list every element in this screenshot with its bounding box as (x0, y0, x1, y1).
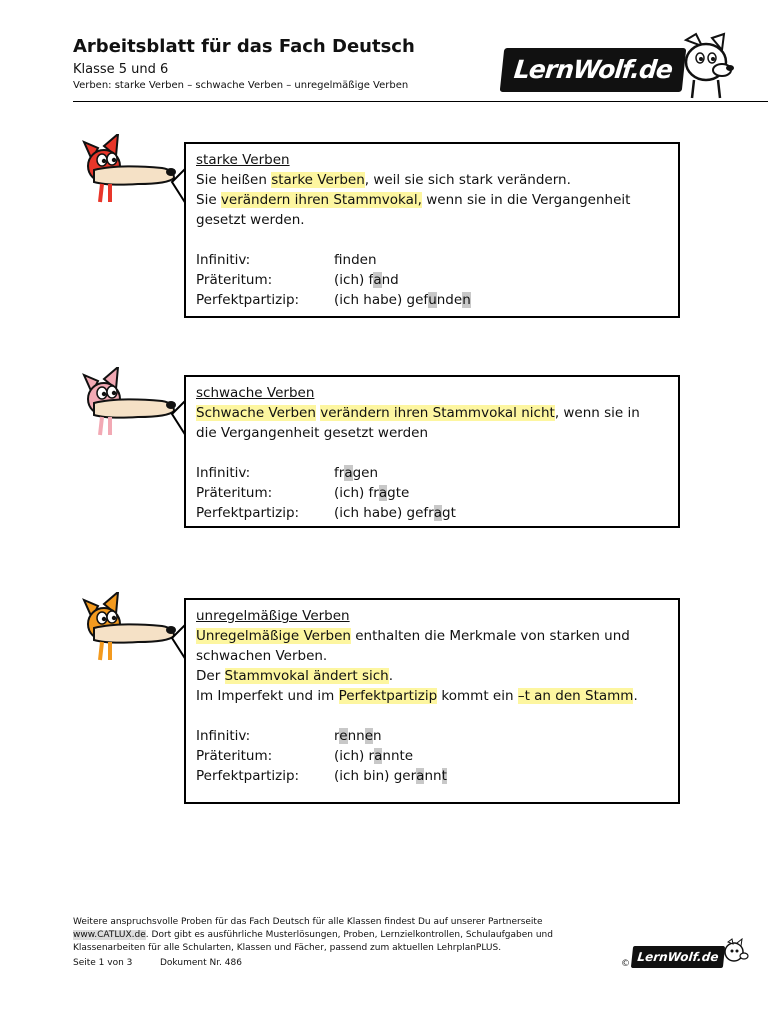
explanation-line: gesetzt werden. (196, 212, 305, 228)
explanation-line (196, 190, 668, 210)
dog-mascot-icon (78, 367, 180, 437)
highlight-text: verändern ihren Stammvokal, (220, 192, 422, 208)
section-heading: schwache Verben (196, 385, 315, 401)
form-value: fragen (334, 465, 379, 481)
logo-text: LernWolf.de (500, 48, 687, 92)
page-title: Arbeitsblatt für das Fach Deutsch (73, 36, 415, 57)
footer-line: Klassenarbeiten für alle Schularten, Klassen und Fächer, passend zum aktuellen LehrplanPLUS. (73, 943, 502, 953)
explanation-line (196, 666, 668, 686)
page-subtitle: Klasse 5 und 6 (73, 62, 169, 77)
form-label: Perfektpartizip: (196, 768, 300, 784)
form-value: rennen (334, 728, 382, 744)
page-topic: Verben: starke Verben – schwache Verben – unregelmäßige Verben (73, 80, 409, 91)
section-weak-verbs (184, 375, 680, 528)
catlux-link[interactable]: www.CATLUX.de (73, 930, 146, 940)
form-value: (ich bin) gerannt (334, 768, 447, 784)
form-value: (ich habe) gefunden (334, 292, 471, 308)
text-segment: , wenn sie in (554, 405, 640, 421)
highlight-text: Unregelmäßige Verben (196, 628, 351, 644)
form-label: Präteritum: (196, 272, 273, 288)
form-label: Infinitiv: (196, 252, 251, 268)
highlight-text: Stammvokal ändert sich (224, 668, 389, 684)
document-number: Dokument Nr. 486 (160, 958, 242, 968)
highlight-text: verändern ihren Stammvokal nicht (320, 405, 555, 421)
verb-form-row (196, 250, 668, 270)
dog-mascot-icon (720, 938, 750, 970)
verb-form-row (196, 290, 668, 310)
form-label: Infinitiv: (196, 728, 251, 744)
section-irregular-verbs (184, 598, 680, 804)
explanation-line (196, 626, 668, 646)
logo-text: LernWolf.de (631, 946, 725, 968)
highlight-text: starke Verben (271, 172, 365, 188)
highlight-text: –t an den Stamm (517, 688, 634, 704)
lernwolf-logo (502, 32, 738, 100)
verb-form-row (196, 483, 668, 503)
form-label: Perfektpartizip: (196, 505, 300, 521)
form-value: (ich) fragte (334, 485, 410, 501)
text-segment: wenn sie in die Vergangenheit (421, 192, 631, 208)
form-label: Infinitiv: (196, 465, 251, 481)
text-segment: , weil sie sich stark verändern. (364, 172, 571, 188)
dog-mascot-icon (78, 134, 180, 204)
explanation-line: schwachen Verben. (196, 648, 328, 664)
form-label: Präteritum: (196, 485, 273, 501)
verb-form-row (196, 463, 668, 483)
form-value: fnden (334, 252, 377, 268)
text-segment: Sie (196, 192, 221, 208)
text-segment: . (633, 688, 638, 704)
highlight-text: Perfektpartizip (338, 688, 438, 704)
explanation-line: die Vergangenheit gesetzt werden (196, 425, 429, 441)
footer-line: Weitere anspruchsvolle Proben für das Fach Deutsch für alle Klassen findest Du auf unserer Partnerseite (73, 917, 543, 927)
verb-form-row (196, 503, 668, 523)
explanation-line (196, 686, 668, 706)
form-value: (ich) fand (334, 272, 399, 288)
dog-mascot-icon (672, 32, 738, 100)
section-strong-verbs (184, 142, 680, 318)
footer-logo (632, 938, 752, 970)
page-number: Seite 1 von 3 (73, 958, 133, 968)
dog-mascot-icon (78, 592, 180, 662)
text-segment: Der (196, 668, 225, 684)
text-segment: enthalten die Merkmale von starken und (350, 628, 630, 644)
verb-form-row (196, 726, 668, 746)
form-label: Präteritum: (196, 748, 273, 764)
section-heading: unregelmäßige Verben (196, 608, 350, 624)
text-segment: . (388, 668, 394, 684)
verb-form-row (196, 766, 668, 786)
footer-line: www.CATLUX.de. Dort gibt es ausführliche Musterlösungen, Proben, Lernzielkontrollen, Schulaufgaben und (73, 930, 553, 940)
text-segment: Sie heißen (196, 172, 272, 188)
footer-text (73, 916, 633, 955)
header-divider (73, 101, 768, 102)
form-label: Perfektpartizip: (196, 292, 300, 308)
highlight-text: Schwache Verben (196, 405, 316, 421)
form-value: (ich habe) gefragt (334, 505, 456, 521)
text-segment: Im Imperfekt und im (196, 688, 339, 704)
copyright-sign: © (621, 959, 630, 969)
explanation-line (196, 403, 668, 423)
verb-form-row (196, 746, 668, 766)
section-heading: starke Verben (196, 152, 290, 168)
explanation-line (196, 170, 668, 190)
form-value: (ich) rannte (334, 748, 414, 764)
text-segment: kommt ein (437, 688, 518, 704)
verb-form-row (196, 270, 668, 290)
